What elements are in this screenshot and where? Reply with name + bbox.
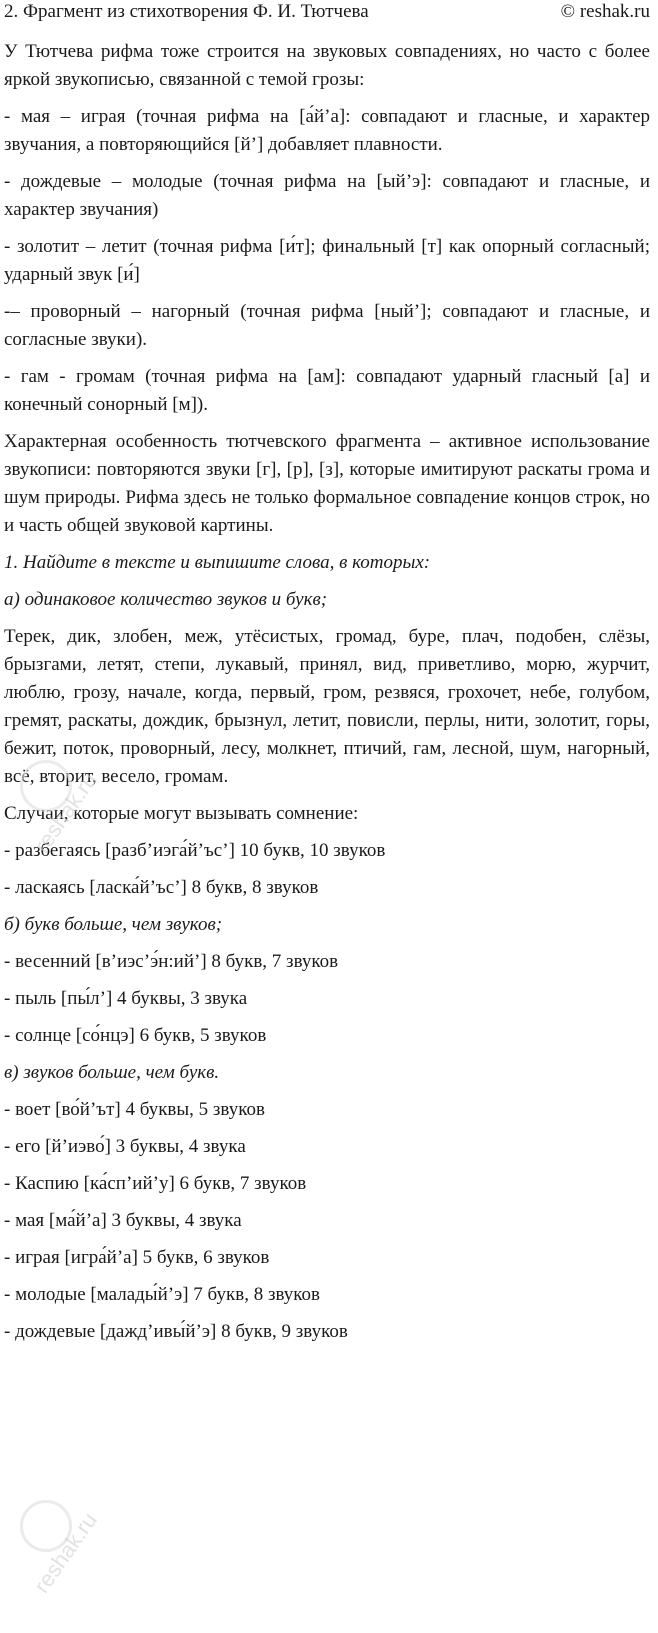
- watermark-logo-icon: [20, 1500, 72, 1552]
- paragraph: Характерная особенность тютчевского фрагмента – активное использование звукописи: повторяются звуки [г], [р], [з], которые имитируют раскаты грома и шум природы. Рифма здесь не только формальное совпадение концов строк, но и часть общей звуковой картины.: [4, 431, 650, 536]
- list-item: - играя [игра́й’а] 5 букв, 6 звуков: [4, 1247, 270, 1268]
- list-item: - солнце [со́нцэ] 6 букв, 5 звуков: [4, 1025, 267, 1046]
- subtask-heading: б) букв больше, чем звуков;: [4, 914, 223, 935]
- subtask-heading: а) одинаковое количество звуков и букв;: [4, 589, 328, 610]
- rhyme-item: - дождевые – молодые (точная рифма на [ый’э]: совпадают и гласные, и характер звучания): [4, 171, 650, 220]
- rhyme-item: - гам - громам (точная рифма на [ам]: совпадают ударный гласный [а] и конечный сонорный [м]).: [4, 366, 650, 415]
- task-title: 2. Фрагмент из стихотворения Ф. И. Тютчева: [4, 1, 369, 22]
- watermark: reshak.ru: [28, 767, 102, 858]
- list-item: - молодые [малады́й’э] 7 букв, 8 звуков: [4, 1284, 321, 1305]
- watermark: reshak.ru: [28, 1507, 102, 1598]
- paragraph: У Тютчева рифма тоже строится на звуковых совпадениях, но часто с более яркой звукописью, связанной с темой грозы:: [4, 41, 650, 90]
- word-list: Терек, дик, злобен, меж, утёсистых, громад, буре, плач, подобен, слёзы, брызгами, летят, степи, лукавый, принял, вид, приветливо, морю, журчит, люблю, грозу, начале, когда, первый, гром, резвяся, грохочет, небе, голубом, гремят, раскаты, дождик, брызнул, летит, повисли, перлы, нити, золотит, горы, бежит, поток, проворный, лесу, молкнет, птичий, гам, лесной, шум, нагорный, всё, вторит, весело, громам.: [4, 626, 650, 787]
- list-item: - дождевые [дажд’ивы́й’э] 8 букв, 9 звуков: [4, 1321, 348, 1342]
- list-item: - Каспию [ка́сп’ий’у] 6 букв, 7 звуков: [4, 1173, 307, 1194]
- watermark-logo-icon: [20, 760, 72, 812]
- list-item: - пыль [пы́л’] 4 буквы, 3 звука: [4, 988, 248, 1009]
- page-header: [0, 0, 658, 28]
- paragraph: Случаи, которые могут вызывать сомнение:: [4, 803, 359, 824]
- subtask-heading: в) звуков больше, чем букв.: [4, 1062, 220, 1083]
- list-item: - ласкаясь [ласка́й’ъс’] 8 букв, 8 звуков: [4, 877, 319, 898]
- list-item: - весенний [в’иэс’э́н:ий’] 8 букв, 7 звуков: [4, 951, 339, 972]
- list-item: - мая [ма́й’а] 3 буквы, 4 звука: [4, 1210, 242, 1231]
- rhyme-item: - золотит – летит (точная рифма [и́т]; финальный [т] как опорный согласный; ударный звук [и́]: [4, 236, 650, 285]
- site-credit: © reshak.ru: [560, 1, 650, 22]
- rhyme-item: -– проворный – нагорный (точная рифма [ный’]; совпадают и гласные, и согласные звуки).: [4, 301, 650, 350]
- list-item: - воет [во́й’ът] 4 буквы, 5 звуков: [4, 1099, 265, 1120]
- list-item: - его [й’иэво́] 3 буквы, 4 звука: [4, 1136, 246, 1157]
- list-item: - разбегаясь [разб’иэга́й’ъс’] 10 букв, 10 звуков: [4, 840, 386, 861]
- document-body: [4, 38, 650, 1355]
- rhyme-item: - мая – играя (точная рифма на [а́й’а]: совпадают и гласные, и характер звучания, а повторяющийся [й’] добавляет плавности.: [4, 106, 650, 155]
- task-heading: 1. Найдите в тексте и выпишите слова, в которых:: [4, 552, 431, 573]
